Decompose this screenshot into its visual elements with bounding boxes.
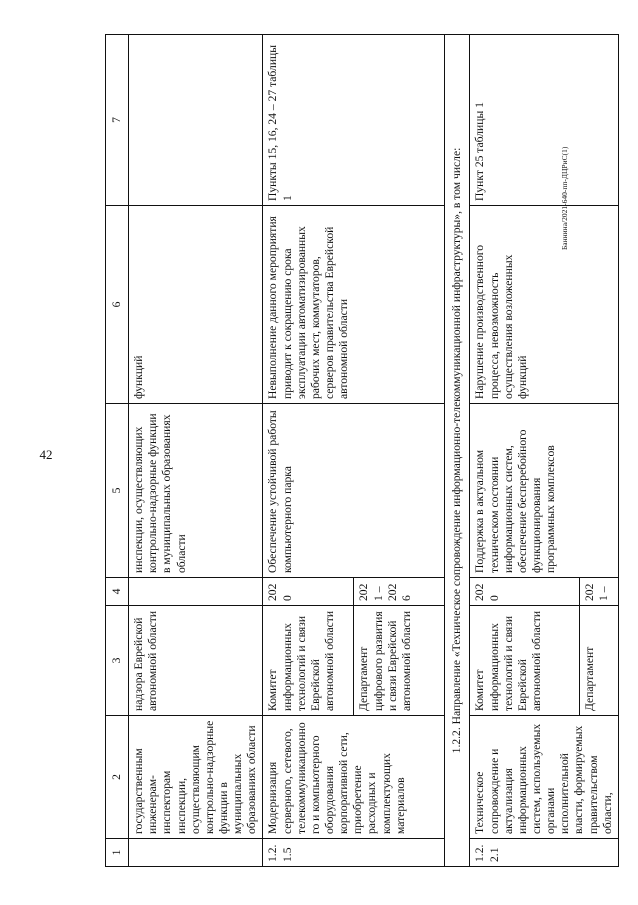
cell-number: 1.2.2.1 [470,839,618,867]
section-heading: 1.2.2. Направление «Техническое сопровождение информационно-телекоммуникационной инфраструктуры», в том числе: [445,35,470,867]
cell-result: инспекции, осуществляющих контрольно-надзорные функции в муниципальных образованиях области [129,404,263,578]
cell-result: Поддержка в актуальном техническом состоянии информационных систем, обеспечение бесперебойного функционирования программных комплексов [470,404,618,578]
cell-period: 2021 – 2026 [354,578,445,606]
cell-consequence: Невыполнение данного мероприятия приводит к сокращению срока эксплуатации автоматизированных рабочих мест, коммутаторов, серверов правительства Еврейской автономной области [263,206,445,404]
cell-activity: государственным инженерам-инспекторам инспекции, осуществляющим контрольно-надзорные функции в муниципальных образованиях области [129,716,263,839]
cell-executor: Департамент цифрового развития и связи Еврейской автономной области [354,606,445,716]
cell-executor: Департамент [579,606,618,716]
table-row-continued [129,35,263,867]
cell-executor: надзора Еврейской автономной области [129,606,263,716]
cell-consequence: Нарушение производственного процесса, невозможность осуществления возложенных функций [470,206,618,404]
header-cell: 6 [106,206,129,404]
header-cell: 1 [106,839,129,867]
table-row-1221-a [470,35,579,867]
header-cell: 3 [106,606,129,716]
header-row [106,35,129,867]
cell-period [129,578,263,606]
cell-indicator [129,35,263,206]
section-row [445,35,470,867]
cell-period: 2020 [263,578,354,606]
page-number: 42 [39,447,53,462]
cell-activity: Техническое сопровождение и актуализация информационных систем, используемых органами исполнительной власти, формируемых правительством области, [470,716,618,839]
cell-executor: Комитет информационных технологий и связи Еврейской автономной области [263,606,354,716]
header-cell: 4 [106,578,129,606]
table-row-1215-a [263,35,354,867]
plan-table [105,34,619,867]
cell-number: 1.2.1.5 [263,839,445,867]
cell-activity: Модернизация серверного, сетевого, телекоммуникационного и компьютерного оборудования корпоративной сети, приобретение расходных и комплектующих материалов [263,716,445,839]
header-cell: 7 [106,35,129,206]
cell-result: Обеспечение устойчивой работы компьютерного парка [263,404,445,578]
cell-number [129,839,263,867]
header-cell: 2 [106,716,129,839]
header-cell: 5 [106,404,129,578]
cell-period: 2021 – [579,578,618,606]
cell-executor: Комитет информационных технологий и связи Еврейской автономной области [470,606,579,716]
cell-indicator: Пункты 15, 16, 24 – 27 таблицы 1 [263,35,445,206]
cell-period: 2020 [470,578,579,606]
document-footer: Баннина/2021-640-пп-ДЦРиС(1) [560,146,569,250]
cell-indicator: Пункт 25 таблицы 1 [470,35,618,206]
cell-consequence: функций [129,206,263,404]
